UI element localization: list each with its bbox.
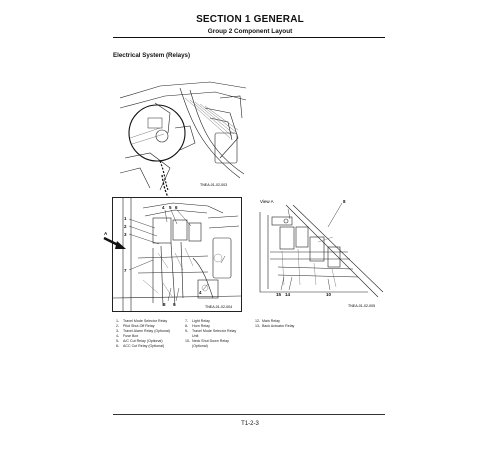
legend-item: (Optional) bbox=[192, 343, 208, 348]
figure-top bbox=[120, 78, 246, 190]
figure-left-id: TNEA-01-02-004 bbox=[205, 305, 233, 309]
page-number: T1-2-3 bbox=[241, 421, 259, 427]
header-rule bbox=[113, 37, 385, 38]
legend-item: Unit bbox=[192, 333, 199, 338]
callout-5: 5 bbox=[169, 205, 172, 210]
legend-column-1 bbox=[116, 319, 170, 348]
callout-9: 9 bbox=[173, 302, 176, 307]
legend-column-2 bbox=[185, 319, 236, 348]
callout-10: 10 bbox=[326, 292, 332, 297]
callout-3: 3 bbox=[124, 232, 127, 237]
group-title: Group 2 Component Layout bbox=[207, 28, 293, 35]
legend-item: 3- Travel Alarm Relay (Optional) bbox=[116, 328, 170, 333]
view-a-arrow bbox=[100, 228, 130, 252]
figure-right bbox=[258, 197, 386, 310]
footer-rule bbox=[113, 414, 385, 415]
legend-item: 1- Travel Mode Selector Relay bbox=[116, 319, 168, 323]
callout-12: 14 bbox=[285, 292, 291, 297]
view-a-label: View A bbox=[260, 199, 274, 204]
callout-6-top: 6 bbox=[175, 205, 178, 210]
legend-column-3 bbox=[255, 319, 294, 329]
legend-item: 9- Travel Mode Selector Relay bbox=[185, 328, 237, 333]
callout-4-bottom: 4 bbox=[199, 290, 202, 295]
callout-4: 4 bbox=[162, 205, 165, 210]
figure-right-id: TNEA-01-02-005 bbox=[348, 304, 376, 308]
legend-item: 6- ACC Cut Relay (Optional) bbox=[116, 343, 165, 348]
legend-item: 8- Horn Relay bbox=[185, 323, 210, 328]
callout-8: 8 bbox=[163, 302, 166, 307]
callout-8-right: 8 bbox=[343, 199, 346, 204]
legend-item: 10- Neck Shut Down Relay bbox=[185, 338, 229, 343]
legend-item: 13- Back Actuator Relay bbox=[255, 323, 295, 328]
callout-1: 1 bbox=[124, 216, 127, 221]
figure-left-drawing bbox=[113, 198, 241, 311]
legend-item: 2- Pilot Shut-Off Relay bbox=[116, 323, 155, 328]
figure-top-id: TNEA-01-02-003 bbox=[200, 183, 228, 187]
callout-13: 15 bbox=[276, 292, 282, 297]
legend-item: 4- Fuse Box bbox=[116, 333, 139, 338]
figure-top-drawing bbox=[120, 78, 246, 190]
page-heading: Electrical System (Relays) bbox=[113, 52, 191, 59]
figure-right-drawing bbox=[258, 197, 386, 310]
section-title: SECTION 1 GENERAL bbox=[196, 14, 304, 25]
legend-item: 7- Light Relay bbox=[185, 319, 210, 323]
view-a-arrow-label: A bbox=[104, 231, 108, 236]
legend-item: 12- Main Relay bbox=[255, 319, 280, 323]
callout-7: 7 bbox=[124, 268, 127, 273]
figure-left bbox=[112, 197, 242, 312]
legend-item: 5- A/C Cut Relay (Optional) bbox=[116, 338, 163, 343]
callout-2: 2 bbox=[124, 224, 127, 229]
